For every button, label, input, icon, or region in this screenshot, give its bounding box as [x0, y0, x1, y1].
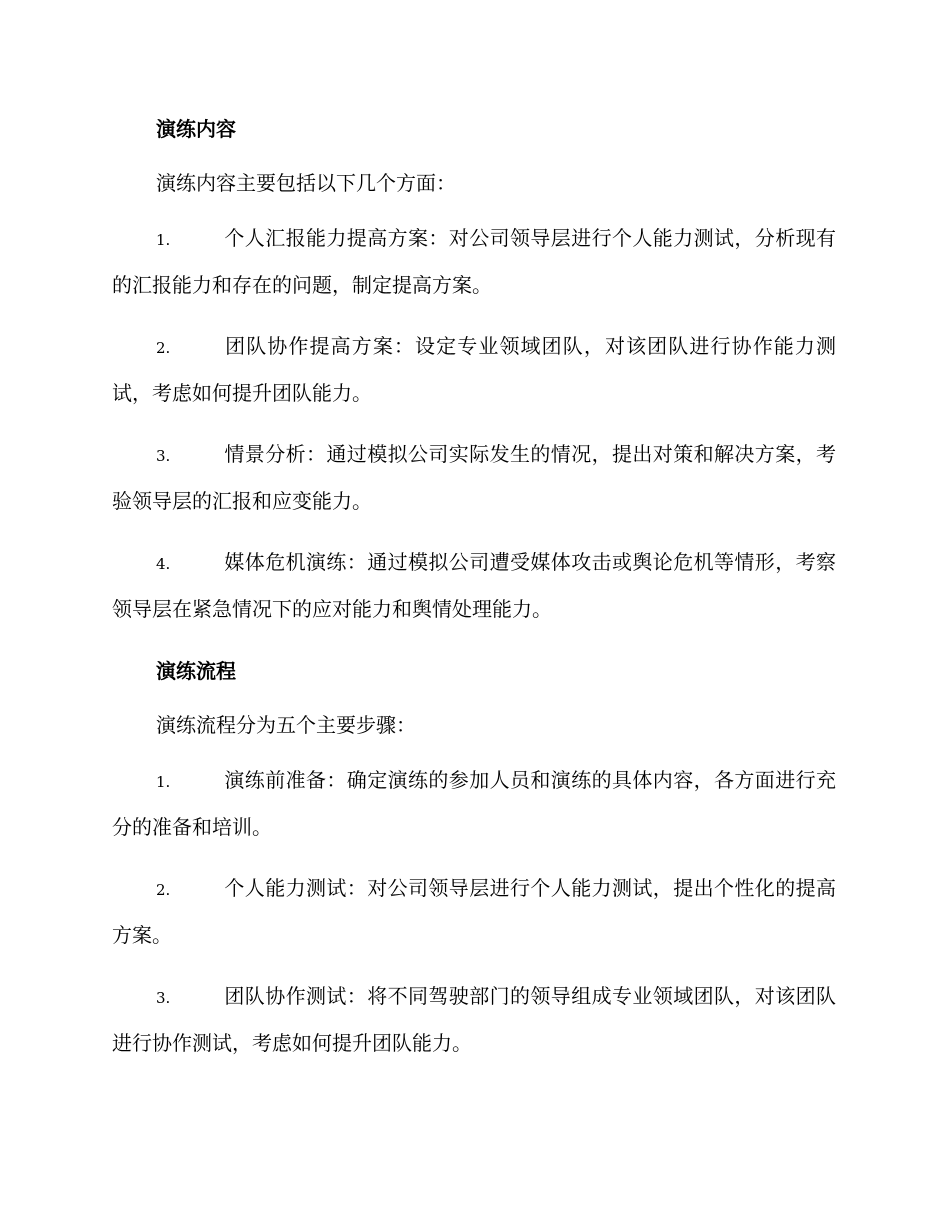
list-item-number: 3. [156, 447, 171, 465]
list-item-text: 媒体危机演练：通过模拟公司遭受媒体攻击或舆论危机等情形，考察领导层在紧急情况下的应对能力和舆情处理能力。 [112, 550, 836, 621]
section-intro: 演练流程分为五个主要步骤： [156, 713, 416, 737]
list-item [112, 974, 836, 1066]
list-item-number: 1. [156, 773, 171, 791]
list-item-text: 团队协作测试：将不同驾驶部门的领导组成专业领域团队，对该团队进行协作测试，考虑如何提升团队能力。 [112, 984, 836, 1055]
list-item-number: 3. [156, 989, 171, 1007]
list-item-number: 4. [156, 555, 171, 573]
list-item [112, 758, 836, 850]
list-item-number: 1. [156, 231, 171, 249]
section-heading-drill-process: 演练流程 [156, 659, 236, 683]
section-heading-drill-content: 演练内容 [156, 117, 236, 141]
list-item-text: 个人汇报能力提高方案：对公司领导层进行个人能力测试，分析现有的汇报能力和存在的问题，制定提高方案。 [112, 226, 836, 297]
list-item-number: 2. [156, 881, 171, 899]
list-item [112, 432, 836, 524]
section-intro: 演练内容主要包括以下几个方面： [156, 171, 456, 195]
list-item-number: 2. [156, 339, 171, 357]
list-item-text: 情景分析：通过模拟公司实际发生的情况，提出对策和解决方案，考验领导层的汇报和应变能力。 [112, 442, 836, 513]
document-body [112, 112, 836, 1066]
list-item-text: 演练前准备：确定演练的参加人员和演练的具体内容，各方面进行充分的准备和培训。 [112, 768, 836, 839]
list-item-text: 团队协作提高方案：设定专业领域团队，对该团队进行协作能力测试，考虑如何提升团队能力。 [112, 334, 836, 405]
list-item-text: 个人能力测试：对公司领导层进行个人能力测试，提出个性化的提高方案。 [112, 876, 836, 947]
list-item [112, 866, 836, 958]
list-item [112, 324, 836, 416]
list-item [112, 216, 836, 308]
list-item [112, 540, 836, 632]
